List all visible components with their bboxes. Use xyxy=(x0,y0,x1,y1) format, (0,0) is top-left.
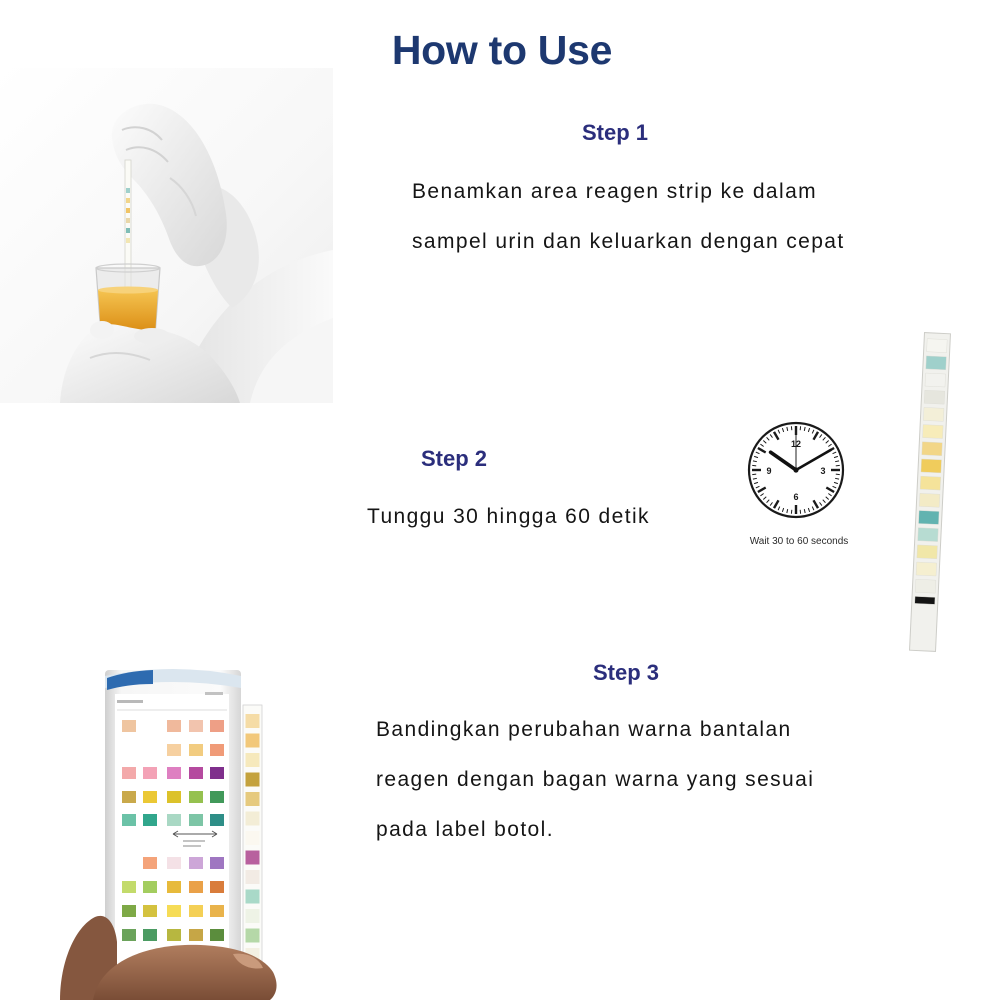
clock-caption: Wait 30 to 60 seconds xyxy=(749,536,849,547)
reagent-pad xyxy=(246,851,260,865)
step3-line: pada label botol. xyxy=(376,818,554,841)
bottle-label xyxy=(115,694,229,990)
color-chart-swatch xyxy=(189,814,203,826)
step2-description xyxy=(367,492,650,542)
reagent-pad xyxy=(246,870,260,884)
color-chart-swatch xyxy=(122,791,136,803)
color-chart-swatch xyxy=(189,905,203,917)
reagent-pad xyxy=(917,545,938,559)
color-chart-swatch xyxy=(167,905,181,917)
label-fine-print xyxy=(117,700,143,703)
reagent-pad xyxy=(246,929,260,943)
color-chart-swatch xyxy=(210,929,224,941)
color-chart-swatch xyxy=(143,814,157,826)
reagent-pad xyxy=(926,356,947,370)
step1-photo xyxy=(0,68,333,403)
reagent-pad xyxy=(918,528,939,542)
color-chart-swatch xyxy=(210,767,224,779)
color-chart-swatch xyxy=(189,881,203,893)
color-chart-swatch xyxy=(167,814,181,826)
reagent-pad xyxy=(915,596,935,604)
color-chart-swatch xyxy=(189,791,203,803)
color-chart-swatch xyxy=(122,881,136,893)
color-chart-swatch xyxy=(210,720,224,732)
label-fine-print xyxy=(183,840,205,842)
color-chart-swatch xyxy=(167,791,181,803)
color-chart-swatch xyxy=(167,767,181,779)
reagent-pad xyxy=(923,425,944,439)
test-strip-image xyxy=(906,330,954,655)
color-chart-swatch xyxy=(167,720,181,732)
clock-center-pin xyxy=(793,467,798,472)
glove-finger xyxy=(134,328,170,344)
reagent-pad xyxy=(922,442,943,456)
reagent-pad xyxy=(927,339,948,353)
step3-line: Bandingkan perubahan warna bantalan xyxy=(376,718,792,741)
color-chart-swatch xyxy=(122,767,136,779)
reagent-pad xyxy=(915,579,936,593)
color-chart-swatch xyxy=(122,929,136,941)
reagent-pad xyxy=(246,909,260,923)
reagent-pad xyxy=(246,753,260,767)
reagent-pad xyxy=(923,407,944,421)
clock-number-9: 9 xyxy=(766,466,772,476)
color-chart-swatch xyxy=(189,744,203,756)
color-chart-swatch xyxy=(189,929,203,941)
reagent-pad xyxy=(919,511,940,525)
clock-number-12: 12 xyxy=(790,439,802,449)
step3-photo xyxy=(55,662,295,1000)
reagent-pad xyxy=(924,390,945,404)
color-chart-swatch xyxy=(122,720,136,732)
color-chart-swatch xyxy=(167,881,181,893)
step3-heading: Step 3 xyxy=(593,660,660,685)
page-title: How to Use xyxy=(391,27,613,73)
step1-line: Benamkan area reagen strip ke dalam xyxy=(412,180,818,203)
step2-line: Tunggu 30 hingga 60 detik xyxy=(367,505,650,528)
color-chart-swatch xyxy=(189,767,203,779)
reagent-pad xyxy=(920,476,941,490)
color-chart-swatch xyxy=(143,857,157,869)
color-chart-swatch xyxy=(210,791,224,803)
reagent-strip-beside-bottle xyxy=(243,705,262,968)
color-chart-swatch xyxy=(167,857,181,869)
color-chart-swatch xyxy=(210,814,224,826)
color-chart-swatch xyxy=(189,720,203,732)
glove-finger xyxy=(90,321,114,339)
clock-icon xyxy=(745,418,849,522)
color-chart-swatch xyxy=(210,881,224,893)
color-chart-swatch xyxy=(189,857,203,869)
color-chart-swatch xyxy=(143,881,157,893)
color-chart-swatch xyxy=(143,791,157,803)
clock-number-3: 3 xyxy=(820,466,826,476)
reagent-pad xyxy=(246,792,260,806)
label-fine-print xyxy=(183,845,201,847)
color-chart-swatch xyxy=(122,905,136,917)
color-chart-swatch xyxy=(210,905,224,917)
step1-line: sampel urin dan keluarkan dengan cepat xyxy=(412,230,845,253)
reagent-pad xyxy=(246,890,260,904)
reagent-pad xyxy=(246,831,260,845)
step1-description xyxy=(412,167,845,267)
reagent-pad xyxy=(246,714,260,728)
reagent-pad xyxy=(246,773,260,787)
color-chart-swatch xyxy=(122,814,136,826)
color-chart-swatch xyxy=(167,744,181,756)
reagent-pad xyxy=(921,459,942,473)
step3-description xyxy=(376,705,814,855)
color-chart-swatch xyxy=(143,929,157,941)
step2-heading: Step 2 xyxy=(421,446,488,471)
color-chart-swatch xyxy=(210,744,224,756)
clock-number-6: 6 xyxy=(793,492,799,502)
reagent-pad xyxy=(925,373,946,387)
color-chart-swatch xyxy=(143,905,157,917)
color-chart-swatch xyxy=(143,767,157,779)
color-chart-swatch xyxy=(167,929,181,941)
step1-heading: Step 1 xyxy=(582,120,649,145)
step3-line: reagen dengan bagan warna yang sesuai xyxy=(376,768,815,791)
reagent-pad xyxy=(246,812,260,826)
reagent-pad xyxy=(919,493,940,507)
color-chart-swatch xyxy=(210,857,224,869)
reagent-pad xyxy=(246,734,260,748)
label-fine-print xyxy=(205,692,223,695)
reagent-pad xyxy=(916,562,937,576)
